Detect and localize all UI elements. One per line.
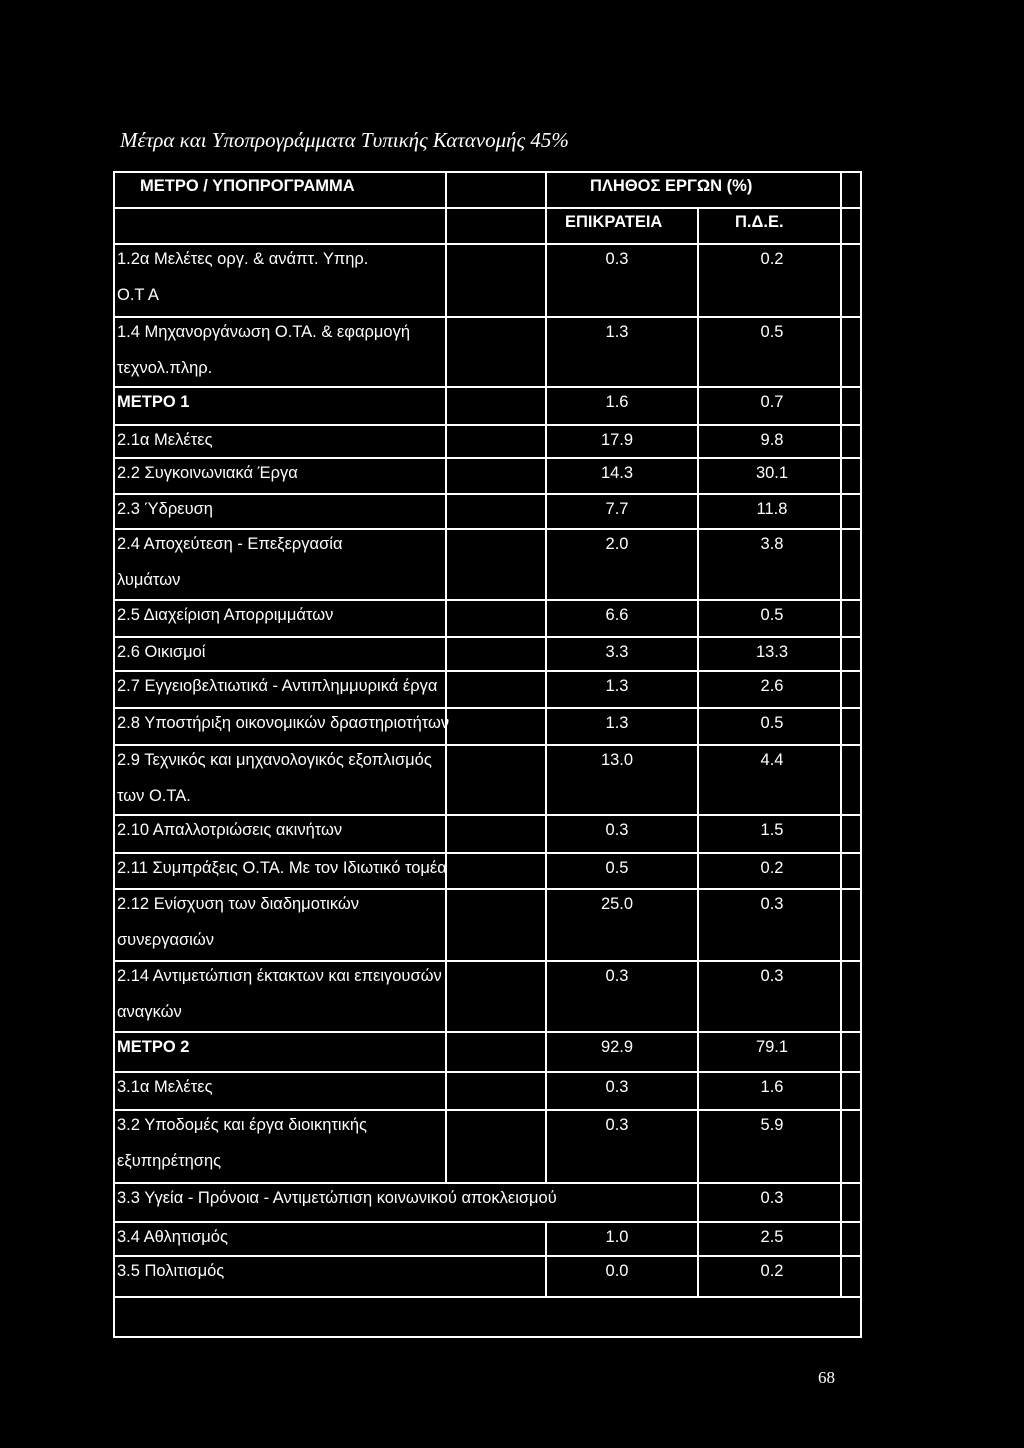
value-epikrateia: 6.6 bbox=[605, 606, 629, 624]
value-epikrateia: 0.3 bbox=[605, 1078, 629, 1096]
value-pde: 0.5 bbox=[760, 323, 784, 341]
row-label: 2.1α Μελέτες bbox=[117, 431, 213, 449]
value-pde: 0.2 bbox=[760, 250, 784, 268]
value-pde: 13.3 bbox=[755, 643, 789, 661]
value-epikrateia: 7.7 bbox=[605, 500, 629, 518]
row-divider bbox=[113, 670, 862, 672]
row-label: 2.11 Συμπράξεις Ο.ΤΑ. Με τον Ιδιωτικό τομέα bbox=[117, 859, 447, 877]
header-pde: Π.Δ.Ε. bbox=[735, 213, 784, 231]
row-label: 2.9 Τεχνικός και μηχανολογικός εξοπλισμός bbox=[117, 751, 432, 769]
row-label: 3.4 Αθλητισμός bbox=[117, 1228, 228, 1246]
value-epikrateia: 1.0 bbox=[605, 1228, 629, 1246]
value-pde: 30.1 bbox=[755, 464, 789, 482]
header-epikrateia: ΕΠΙΚΡΑΤΕΙΑ bbox=[565, 213, 663, 231]
value-pde: 2.6 bbox=[760, 677, 784, 695]
value-pde: 0.3 bbox=[760, 1189, 784, 1207]
row-label: ΜΕΤΡΟ 2 bbox=[117, 1038, 190, 1056]
value-epikrateia: 0.3 bbox=[605, 250, 629, 268]
value-epikrateia: 1.6 bbox=[605, 393, 629, 411]
value-pde: 0.5 bbox=[760, 606, 784, 624]
value-epikrateia: 0.0 bbox=[605, 1262, 629, 1280]
row-label: λυμάτων bbox=[117, 571, 181, 589]
value-epikrateia: 3.3 bbox=[605, 643, 629, 661]
value-epikrateia: 0.5 bbox=[605, 859, 629, 877]
row-divider bbox=[113, 888, 862, 890]
page-title: Μέτρα και Υποπρογράμματα Τυπικής Κατανομής 45% bbox=[120, 128, 569, 152]
value-pde: 11.8 bbox=[756, 500, 788, 518]
row-label: 1.4 Μηχανοργάνωση Ο.ΤΑ. & εφαρμογή bbox=[117, 323, 411, 341]
value-pde: 0.3 bbox=[760, 967, 784, 985]
value-pde: 1.5 bbox=[760, 821, 784, 839]
row-label: 2.3 Ύδρευση bbox=[117, 500, 213, 518]
row-divider bbox=[113, 852, 862, 854]
row-label: 3.2 Υποδομές και έργα διοικητικής bbox=[117, 1116, 367, 1134]
row-divider bbox=[113, 960, 862, 962]
row-divider bbox=[113, 707, 862, 709]
row-divider bbox=[113, 599, 862, 601]
row-divider bbox=[113, 1221, 862, 1223]
row-divider bbox=[113, 493, 862, 495]
value-pde: 79.1 bbox=[755, 1038, 789, 1056]
value-epikrateia: 1.3 bbox=[605, 677, 629, 695]
row-divider bbox=[113, 636, 862, 638]
row-divider bbox=[113, 814, 862, 816]
value-epikrateia: 1.3 bbox=[605, 714, 629, 732]
row-label: 2.10 Απαλλοτριώσεις ακινήτων bbox=[117, 821, 343, 839]
row-label: 3.1α Μελέτες bbox=[117, 1078, 213, 1096]
value-epikrateia: 0.3 bbox=[605, 821, 629, 839]
value-pde: 9.8 bbox=[760, 431, 784, 449]
value-epikrateia: 25.0 bbox=[600, 895, 634, 913]
value-pde: 0.7 bbox=[760, 393, 784, 411]
row-divider bbox=[113, 207, 862, 209]
row-divider bbox=[113, 744, 862, 746]
row-label: 2.14 Αντιμετώπιση έκτακτων και επειγουσών bbox=[117, 967, 442, 985]
row-divider bbox=[113, 1031, 862, 1033]
row-label: 3.5 Πολιτισμός bbox=[117, 1262, 225, 1280]
row-divider bbox=[113, 424, 862, 426]
row-label: 1.2α Μελέτες οργ. & ανάπτ. Υπηρ. bbox=[117, 250, 369, 268]
row-label: των Ο.ΤΑ. bbox=[117, 787, 191, 805]
value-epikrateia: 1.3 bbox=[605, 323, 629, 341]
value-epikrateia: 0.3 bbox=[605, 1116, 629, 1134]
row-divider bbox=[113, 316, 862, 318]
value-pde: 4.4 bbox=[760, 751, 784, 769]
row-label: 2.8 Υποστήριξη οικονομικών δραστηριοτήτων bbox=[117, 714, 450, 732]
row-label: 2.2 Συγκοινωνιακά Έργα bbox=[117, 464, 298, 482]
row-divider bbox=[113, 1255, 862, 1257]
value-pde: 1.6 bbox=[760, 1078, 784, 1096]
row-label: αναγκών bbox=[117, 1003, 182, 1021]
row-divider bbox=[113, 1182, 862, 1184]
row-divider bbox=[113, 243, 862, 245]
value-pde: 5.9 bbox=[760, 1116, 784, 1134]
row-divider bbox=[113, 528, 862, 530]
row-divider bbox=[113, 386, 862, 388]
row-divider bbox=[113, 1109, 862, 1111]
column-divider bbox=[445, 171, 447, 1182]
value-pde: 2.5 bbox=[760, 1228, 784, 1246]
row-label: 2.6 Οικισμοί bbox=[117, 643, 206, 661]
header-measure: ΜΕΤΡΟ / ΥΠΟΠΡΟΓΡΑΜΜΑ bbox=[140, 177, 355, 195]
value-pde: 0.2 bbox=[760, 859, 784, 877]
column-divider bbox=[545, 171, 547, 1182]
row-label: 3.3 Υγεία - Πρόνοια - Αντιμετώπιση κοινωνικού αποκλεισμού bbox=[117, 1189, 557, 1207]
header-project-count: ΠΛΗΘΟΣ ΕΡΓΩΝ (%) bbox=[590, 177, 753, 195]
value-epikrateia: 14.3 bbox=[600, 464, 634, 482]
column-divider bbox=[840, 171, 842, 1296]
row-divider bbox=[113, 457, 862, 459]
row-divider bbox=[113, 1296, 862, 1298]
value-epikrateia: 13.0 bbox=[600, 751, 634, 769]
row-label: 2.5 Διαχείριση Απορριμμάτων bbox=[117, 606, 334, 624]
value-pde: 0.3 bbox=[760, 895, 784, 913]
column-divider bbox=[545, 1221, 547, 1296]
column-divider bbox=[697, 207, 699, 1296]
page-number: 68 bbox=[818, 1368, 835, 1387]
value-pde: 3.8 bbox=[760, 535, 784, 553]
row-label: ΜΕΤΡΟ 1 bbox=[117, 393, 190, 411]
value-epikrateia: 92.9 bbox=[600, 1038, 634, 1056]
row-label: συνεργασιών bbox=[117, 931, 214, 949]
row-divider bbox=[113, 1071, 862, 1073]
value-epikrateia: 17.9 bbox=[600, 431, 634, 449]
row-label: 2.4 Αποχεύτεση - Επεξεργασία bbox=[117, 535, 343, 553]
row-label: εξυπηρέτησης bbox=[117, 1152, 222, 1170]
row-label: 2.12 Ενίσχυση των διαδημοτικών bbox=[117, 895, 359, 913]
row-label: Ο.Τ Α bbox=[117, 286, 159, 304]
value-pde: 0.2 bbox=[760, 1262, 784, 1280]
value-epikrateia: 0.3 bbox=[605, 967, 629, 985]
value-pde: 0.5 bbox=[760, 714, 784, 732]
value-epikrateia: 2.0 bbox=[605, 535, 629, 553]
row-label: τεχνολ.πληρ. bbox=[117, 359, 213, 377]
row-label: 2.7 Εγγειοβελτιωτικά - Αντιπλημμυρικά έργα bbox=[117, 677, 438, 695]
